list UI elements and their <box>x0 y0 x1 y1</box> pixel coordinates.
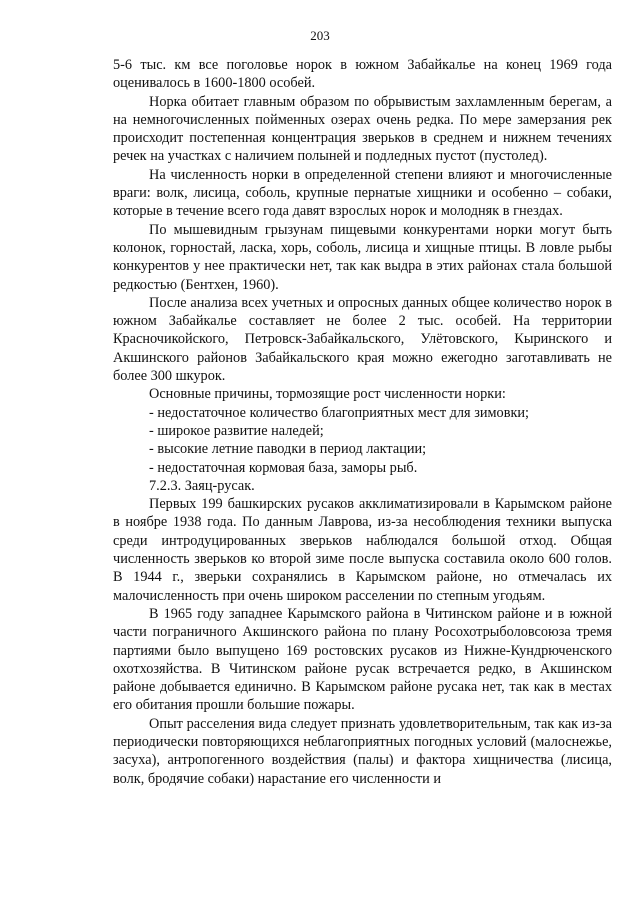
paragraph-7: Первых 199 башкирских русаков акклиматизировали в Карымском районе в ноябре 1938 года. По данным Лаврова, из-за несоблюдения техники выпуска среди интродуцированных зверьков наблюдался большой отход. Общая численность зверьков ко второй зиме после выпуска составила около 600 голов. В 1944 г., зверьки сохранялись в Карымском районе, но отмечалась их малочисленность при очень широком расселении по степным угодьям. <box>113 496 612 604</box>
list-item-3: - высокие летние паводки в период лактации; <box>149 441 427 458</box>
section-heading: 7.2.3. Заяц-русак. <box>149 477 255 494</box>
paragraph-9: Опыт расселения вида следует признать удовлетворительным, так как из-за периодически повторяющихся неблагоприятных погодных условий (малоснежье, засуха), антропогенного воздействия (палы) и фактора хищничества (лисица, волк, бродячие собаки) нарастание его численности и <box>113 715 612 787</box>
document-body <box>113 56 612 788</box>
list-item-1: - недостаточное количество благоприятных мест для зимовки; <box>149 404 530 421</box>
paragraph-8: В 1965 году западнее Карымского района в Читинском районе и в южной части пограничного Акшинского района по плану Росохотрыболовсоюза тремя партиями было выпущено 169 ростовских русаков из Нижне-Кундрюченского охотхозяйства. В Читинском районе русак встречается редко, в Акшинском районе добывается единично. В Карымском районе русака нет, так как в местах его обитания прошли большие пожары. <box>113 605 612 714</box>
paragraph-1: 5-6 тыс. км все поголовье норок в южном Забайкалье на конец 1969 года оценивалось в 1600-1800 особей. <box>113 57 612 92</box>
list-item-2: - широкое развитие наледей; <box>149 422 324 439</box>
paragraph-6: Основные причины, тормозящие рост численности норки: <box>149 386 506 403</box>
page-number: 203 <box>310 28 330 43</box>
paragraph-5: После анализа всех учетных и опросных данных общее количество норок в южном Забайкалье составляет не более 2 тыс. особей. На территории Красночикойского, Петровск-Забайкальского, Улётовского, Кыринского и Акшинского районов Забайкальского края можно ежегодно заготавливать не более 300 шкурок. <box>113 294 612 385</box>
list-item-4: - недостаточная кормовая база, заморы рыб. <box>149 459 418 476</box>
paragraph-4: По мышевидным грызунам пищевыми конкурентами норки могут быть колонок, горностай, ласка, хорь, соболь, лисица и хищные птицы. В ловле рыбы конкурентов у нее практически нет, так как выдра в этих районах стала большой редкостью (Бентхен, 1960). <box>113 221 612 293</box>
paragraph-2: Норка обитает главным образом по обрывистым захламленным берегам, а на немногочисленных пойменных озерах очень редка. По мере замерзания рек происходит постепенная концентрация зверьков в среднем и нижнем течениях речек на участках с наличием полыней и подледных пустот (пустолед). <box>113 93 612 165</box>
paragraph-3: На численность норки в определенной степени влияют и многочисленные враги: волк, лисица, соболь, крупные пернатые хищники и особенно – собаки, которые в течение всего года давят взрослых норок и молодняк в гнездах. <box>113 166 612 220</box>
